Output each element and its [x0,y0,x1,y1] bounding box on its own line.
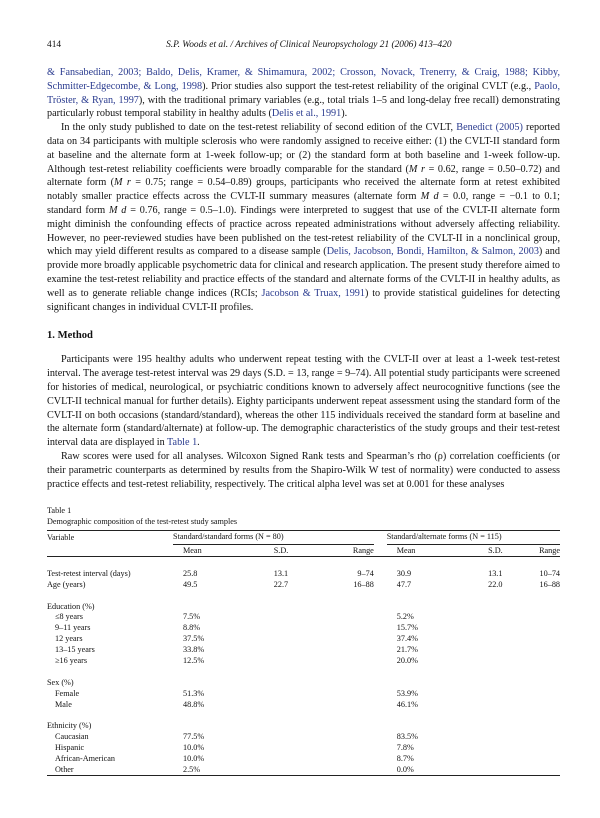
math-symbol: M r [408,163,425,175]
text-run: ). [341,108,348,120]
citation-link[interactable]: Paolo, Tröster, & Ryan, 1997 [47,80,560,106]
table-row [47,688,560,699]
column-header-range: Range [539,546,560,556]
table-row [47,731,560,742]
table-group-row [47,601,560,612]
journal-citation: S.P. Woods et al. / Archives of Clinical Neuropsychology 21 (2006) 413–420 [166,40,452,50]
table-row [47,644,560,655]
group-header-standard: Standard/standard forms (N = 80) [173,531,374,545]
text-run: reported data on 34 participants with multiple sclerosis who were randomly assigned to receive either: (1) the CVLT-II standard form at baseline and the alternate form at 1-week follow-up; or (2) the standard form at both baseline and 1-week follow-up. Although test-retest reliability coefficients were broadly comparable for the standard ( [47,122,560,175]
range-value: 10–74 [539,568,560,578]
column-header-mean: Mean [387,545,452,557]
table-row [47,612,560,623]
table-row [47,699,560,710]
text-run: . [197,437,200,449]
table-reference-link[interactable]: Table 1 [167,437,198,449]
row-label: Hispanic [55,743,85,753]
mean-value: 25.8 [183,568,198,578]
percent-value: 37.4% [396,634,418,644]
table-row [47,753,560,764]
percent-value: 5.2% [396,612,414,622]
group-header-alternate: Standard/alternate forms (N = 115) [387,531,560,545]
percent-value: 15.7% [396,623,418,633]
row-label: 9–11 years [55,623,91,633]
text-run: ) to provide statistical guidelines for detecting significant changes in individual CVLT-II profiles. [47,287,560,313]
table-label: Table 1 [47,506,72,516]
math-symbol: M d [420,191,439,203]
text-run: = 0.62, range = 0.50–0.72) and alternate form ( [47,163,561,189]
row-label: 12 years [55,634,83,644]
sd-value: 13.1 [488,568,503,578]
percent-value: 37.5% [183,634,205,644]
row-label: Caucasian [55,732,89,742]
text-run: ) and provide more broadly applicable psychometric data for clinical and research application. The present study therefore aimed to examine the test-retest reliability and practice effects of the standard and alternate forms of the CVLT-II in healthy adults, as well as to generate reliable change indices (RCIs; [47,246,560,299]
percent-value: 10.0% [183,754,205,764]
text-run: In the only study published to date on the test-retest reliability of second edition of the CVLT, [61,122,457,134]
row-label: Test-retest interval (days) [47,568,131,578]
row-label: African-American [55,754,116,764]
mean-value: 47.7 [396,579,412,589]
group-label: Ethnicity (%) [47,721,92,731]
demographics-table [47,530,560,776]
column-header-sd: S.D. [238,545,324,557]
table-caption [47,505,560,527]
sd-value: 13.1 [273,568,289,578]
percent-value: 53.9% [396,688,418,698]
mean-value: 49.5 [183,579,198,589]
percent-value: 20.0% [396,656,418,666]
column-header-mean: Mean [173,545,238,557]
group-label: Sex (%) [47,677,74,687]
range-value: 16–88 [353,579,374,589]
percent-value: 33.8% [183,645,205,655]
percent-value: 48.8% [183,699,205,709]
row-label: Other [47,764,173,775]
page-number: 414 [47,40,62,50]
percent-value: 46.1% [396,699,418,709]
intro-paragraph-2 [47,121,560,314]
table-group-row [47,677,560,688]
range-value: 9–74 [357,568,374,578]
intro-paragraph-1 [47,66,560,121]
table-row [47,579,560,590]
percent-value: 10.0% [183,743,205,753]
sd-value: 22.7 [273,579,289,589]
column-header-range: Range [324,545,374,557]
percent-value: 7.8% [396,743,414,753]
sd-value: 22.0 [488,579,503,589]
citation-link[interactable]: Delis, Jacobson, Bondi, Hamilton, & Salmon, 2003 [326,246,539,258]
percent-value: 2.5% [173,764,238,775]
section-heading-method: 1. Method [47,330,93,342]
group-label: Education (%) [47,601,95,611]
percent-value: 8.7% [396,754,414,764]
row-label: 13–15 years [55,645,95,655]
text-run: ), with the traditional primary variables (e.g., total trials 1–5 and long-delay free recall) demonstrating particularly robust temporal stability in healthy adults ( [47,94,560,120]
row-label: Age (years) [47,579,86,589]
text-run: ). Prior studies also support the test-retest reliability of the original CVLT (e.g., [202,80,535,92]
percent-value: 12.5% [183,656,205,666]
column-header-variable: Variable [47,531,173,545]
text-run: = 0.75; range = 0.54–0.89) groups, participants who received the alternate form at retest exhibited notably smaller practice effects across the CVLT-II summary measures (alternate form [47,177,561,203]
text-run: = 0.76, range = 0.5–1.0). Findings were interpreted to suggest that use of the CVLT-II alternate form might diminish the confounding effects of practice across repeated administrations without adversely affecting reliability. However, no peer-reviewed studies have been published on the test-retest reliability of the CVLT-II in a nonclinical group, which may yield different results as compared to a disease sample ( [47,204,560,258]
table-row [47,633,560,644]
citation-link[interactable]: & Fansabedian, 2003; Baldo, Delis, Kramer, & Shimamura, 2002; Crosson, Novack, Trenerry, & Craig, 1988; Kibby, Schmitter-Edgecombe, & Long, 1998 [47,67,560,92]
table-group-row [47,720,560,731]
math-symbol: M r [114,177,131,189]
table-row [47,655,560,666]
percent-value: 83.5% [396,732,418,742]
math-symbol: M d [108,204,127,216]
method-paragraph-2 [47,450,560,491]
column-header-sd: S.D. [452,545,539,557]
text-run: Raw scores were used for all analyses. Wilcoxon Signed Rank tests and Spearman’s rho (ρ) correlation coefficients (or their parametric counterparts as determined by results from the Shapiro-Wilk W test of normality) were conducted to assess practice effects and test-retest reliability, respectively. The critical alpha level was set at 0.001 for these analyses [47,450,560,490]
journal-page [47,40,560,776]
percent-value: 0.0% [387,764,452,775]
range-value: 16–88 [539,579,560,589]
running-head [47,40,560,50]
citation-link[interactable]: Jacobson & Truax, 1991 [261,287,365,299]
table-column-header-row [47,545,560,557]
percent-value: 7.5% [183,612,201,622]
percent-value: 77.5% [183,732,205,742]
row-label: ≤8 years [55,612,83,622]
mean-value: 30.9 [396,568,412,578]
table-title: Demographic composition of the test-retest study samples [47,517,238,527]
percent-value: 8.8% [183,623,201,633]
table-row [47,568,560,579]
table-row [47,764,560,775]
text-run: = 0.0, range = −0.1 to 0.1; standard form [47,191,560,216]
citation-link[interactable]: Delis et al., 1991 [271,108,342,120]
percent-value: 21.7% [396,645,418,655]
text-run: Participants were 195 healthy adults who underwent repeat testing with the CVLT-II over at least a 1-week test-retest interval. The average test-retest interval was 29 days (S.D. = 13, range = 9–74). All potential study participants were screened for histories of medical, neurological, or psychiatric conditions known to adversely affect neurocognitive functions (see the CVLT-II technical manual for further details). Eighty participants underwent repeat assessment using the standard form of the CVLT-II on both occasions (standard/standard), whereas the other 115 individuals received the standard form at baseline and the alternate form (standard/alternate) at follow-up. The demographic characteristics of the study groups and their test-retest interval data are displayed in [47,354,560,449]
row-label: Female [55,688,80,698]
table-row [47,622,560,633]
table-group-header-row [47,531,560,545]
row-label: Male [55,699,72,709]
percent-value: 51.3% [183,688,205,698]
citation-link[interactable]: Benedict (2005) [456,122,523,134]
row-label: ≥16 years [55,656,88,666]
method-paragraph-1 [47,353,560,450]
table-row [47,742,560,753]
